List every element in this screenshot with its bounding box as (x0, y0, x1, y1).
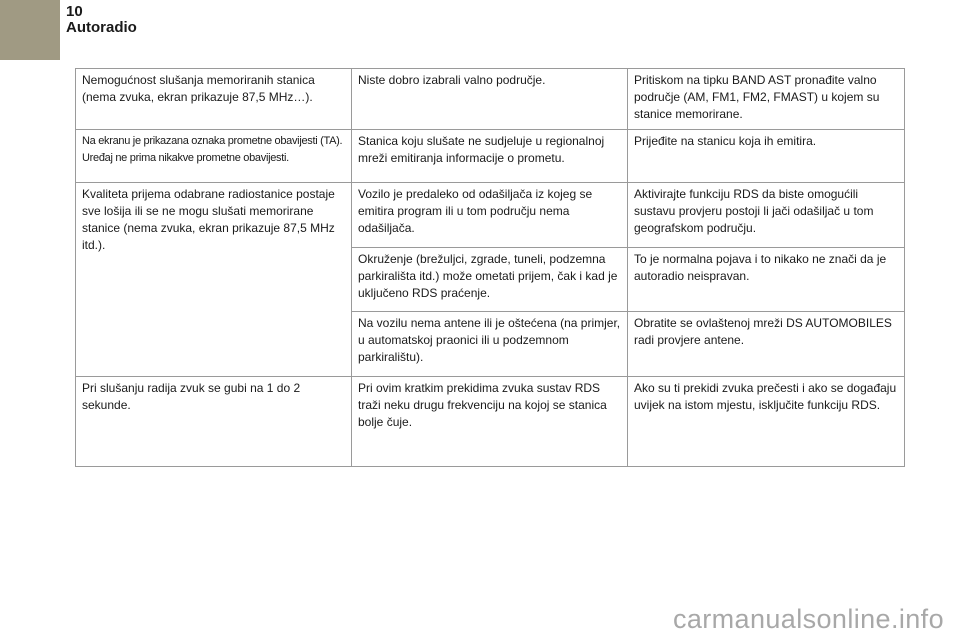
table-row (76, 377, 905, 467)
cause-cell: Niste dobro izabrali valno područje. (352, 69, 628, 130)
problem-cell: Na ekranu je prikazana oznaka prometne obavijesti (TA). Uređaj ne prima nikakve prometne obavijesti. (76, 130, 352, 183)
solution-cell: Aktivirajte funkciju RDS da biste omogućili sustavu provjeru postoji li jači odašiljač u tom geografskom području. (628, 183, 905, 248)
troubleshooting-table (75, 68, 905, 467)
problem-cell: Kvaliteta prijema odabrane radiostanice postaje sve lošija ili se ne mogu slušati memorirane stanice (nema zvuka, ekran prikazuje 87,5 MHz itd.). (76, 183, 352, 377)
cause-cell: Okruženje (brežuljci, zgrade, tuneli, podzemna parkirališta itd.) može ometati prijem, čak i kad je uključeno RDS praćenje. (352, 248, 628, 312)
cause-cell: Pri ovim kratkim prekidima zvuka sustav RDS traži neku drugu frekvenciju na kojoj se stanica bolje čuje. (352, 377, 628, 467)
solution-cell: Obratite se ovlaštenoj mreži DS AUTOMOBILES radi provjere antene. (628, 312, 905, 377)
cause-cell: Na vozilu nema antene ili je oštećena (na primjer, u automatskoj praonici ili u podzemnom parkiralištu). (352, 312, 628, 377)
problem-cell: Nemogućnost slušanja memoriranih stanica (nema zvuka, ekran prikazuje 87,5 MHz…). (76, 69, 352, 130)
table-row (76, 130, 905, 183)
cause-cell: Vozilo je predaleko od odašiljača iz kojeg se emitira program ili u tom području nema odašiljača. (352, 183, 628, 248)
solution-cell: Prijeđite na stanicu koja ih emitira. (628, 130, 905, 183)
section-title: Autoradio (66, 19, 137, 36)
solution-cell: To je normalna pojava i to nikako ne znači da je autoradio neispravan. (628, 248, 905, 312)
table-row (76, 69, 905, 130)
problem-cell: Pri slušanju radija zvuk se gubi na 1 do 2 sekunde. (76, 377, 352, 467)
page-number: 10 (66, 3, 83, 20)
solution-cell: Ako su ti prekidi zvuka prečesti i ako se događaju uvijek na istom mjestu, isključite funkciju RDS. (628, 377, 905, 467)
table-row (76, 183, 905, 248)
watermark: carmanualsonline.info (672, 604, 944, 634)
cause-cell: Stanica koju slušate ne sudjeluje u regionalnoj mreži emitiranja informacije o prometu. (352, 130, 628, 183)
corner-tab (0, 0, 60, 60)
solution-cell: Pritiskom na tipku BAND AST pronađite valno područje (AM, FM1, FM2, FMAST) u kojem su stanice memorirane. (628, 69, 905, 130)
